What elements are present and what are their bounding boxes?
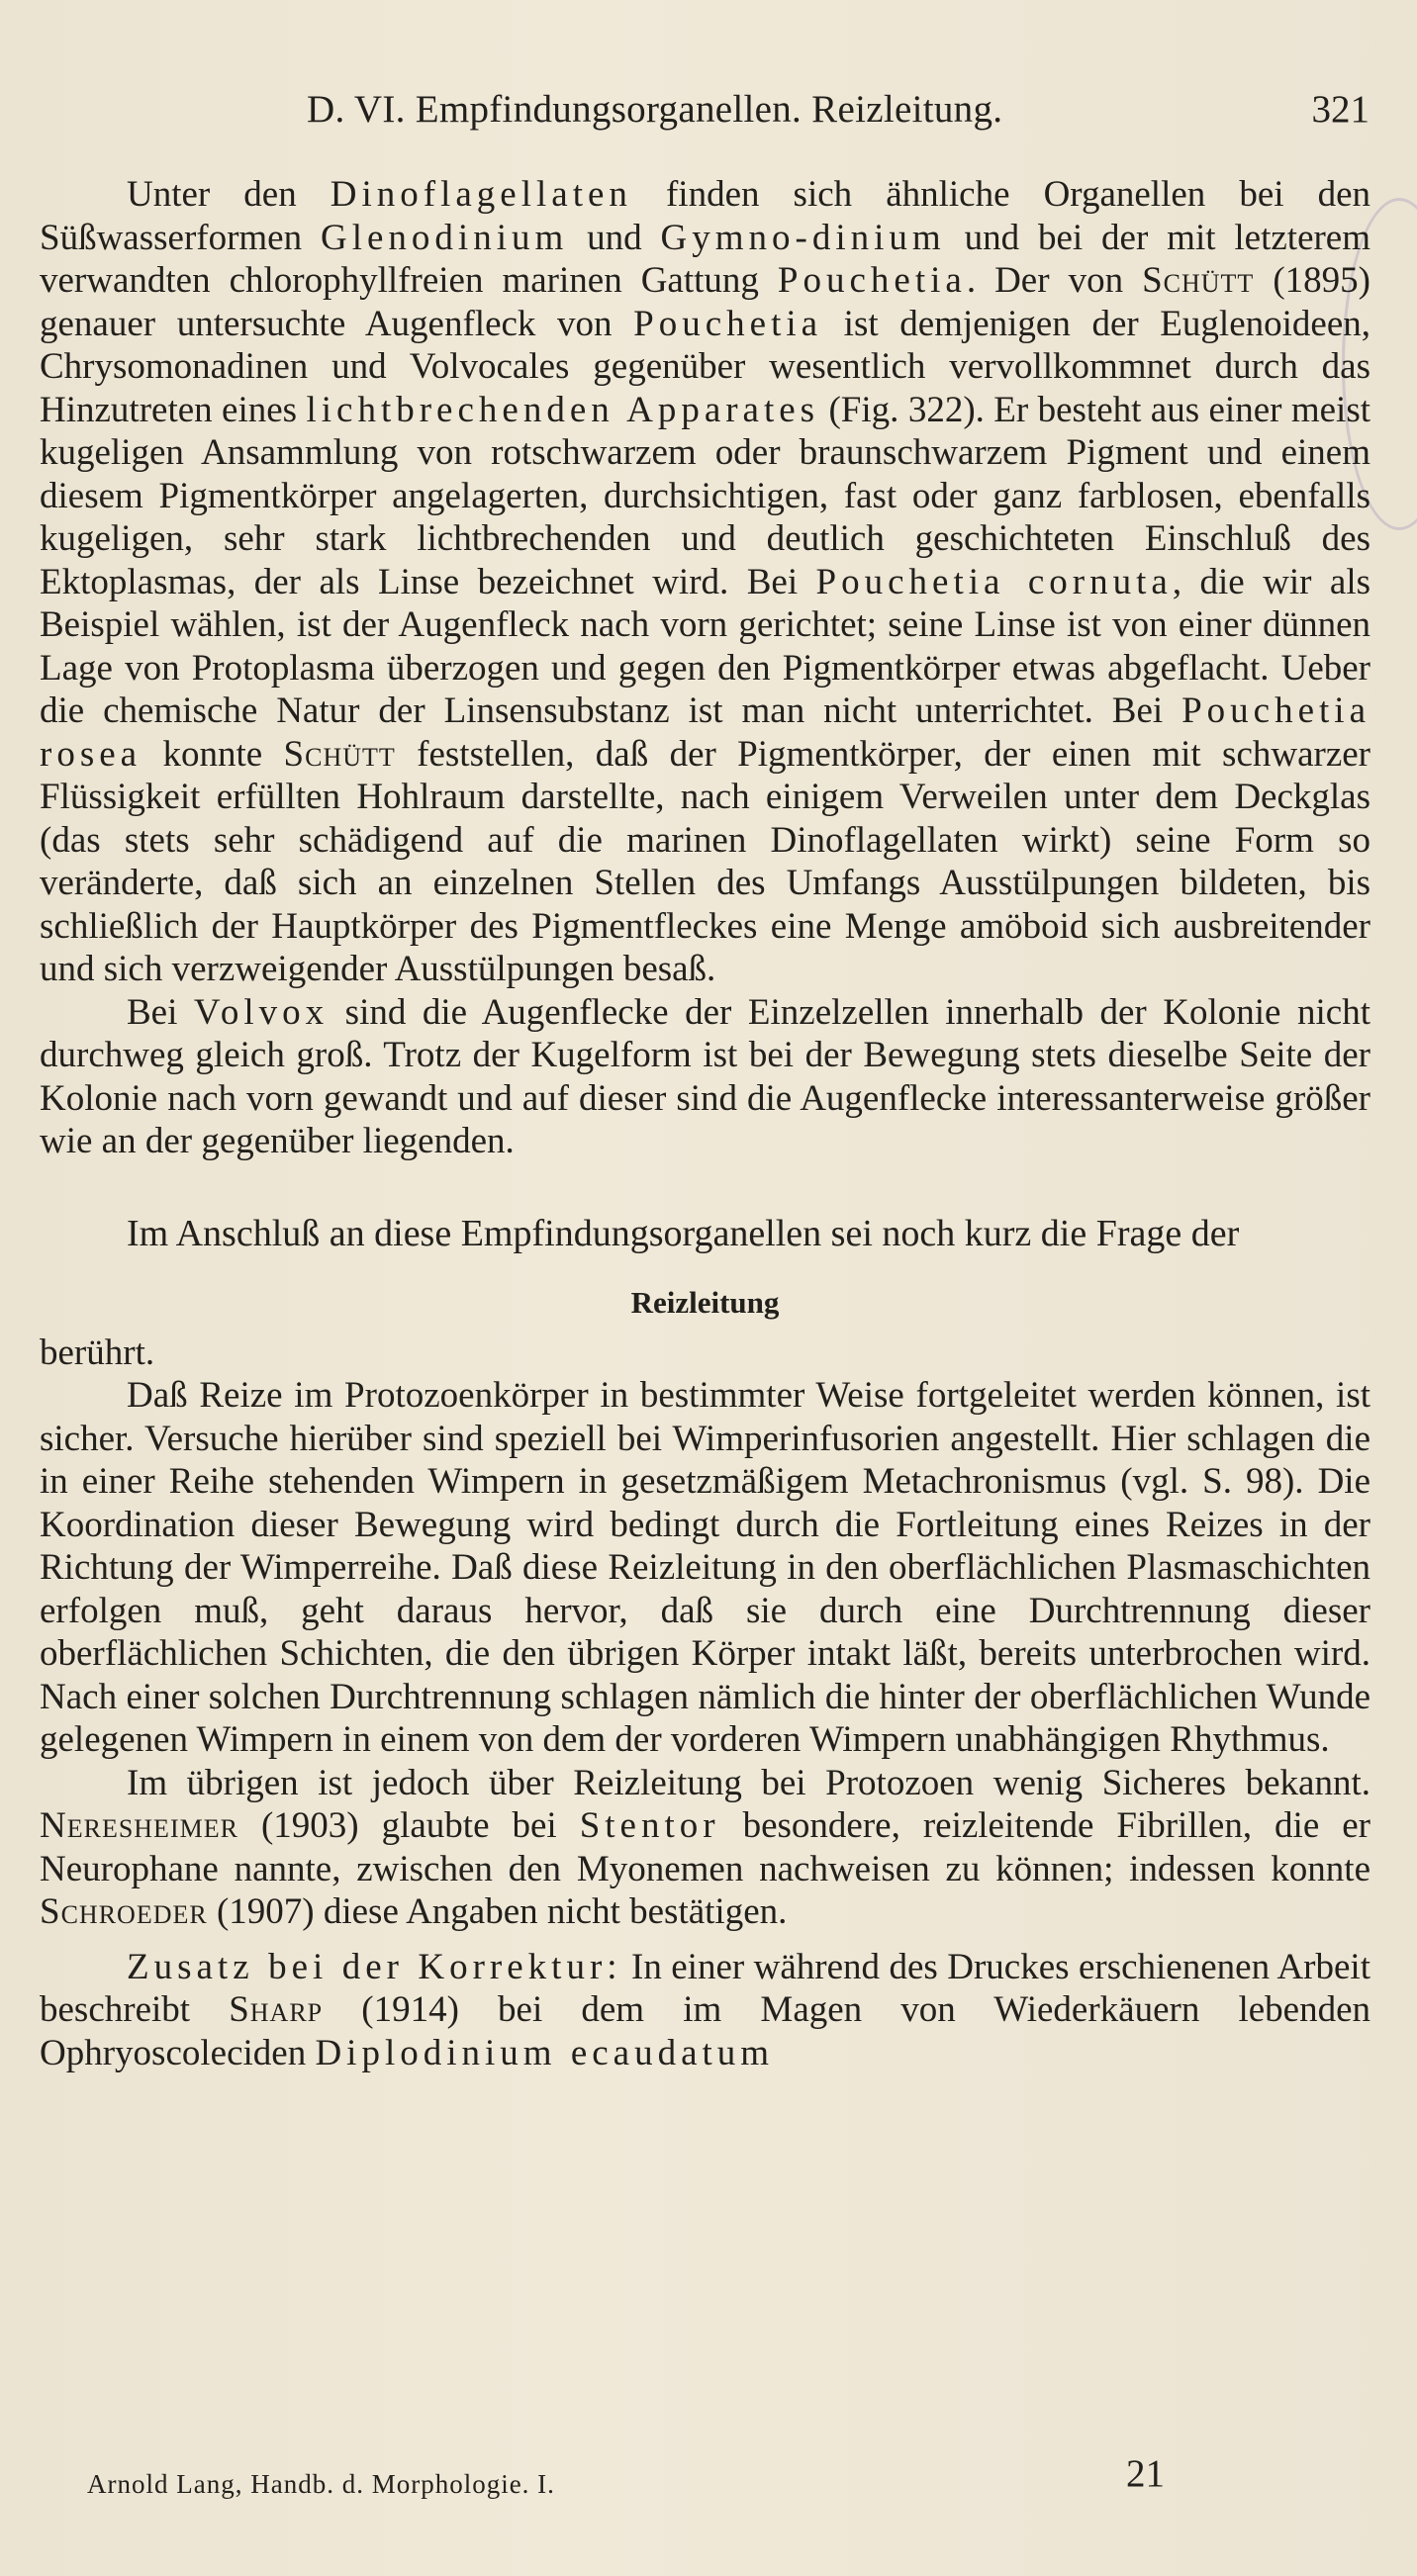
signature-mark: 21 xyxy=(1126,2452,1165,2495)
paragraph-dinoflagellates: Unter den Dinoflagellaten finden sich ähnliche Organellen bei den Süßwasserformen Glenodinium und Gymno-dinium und bei der mit letzterem verwandten chlorophyllfreien marinen Gattung Pouchetia. Der von Schütt (1895) genauer untersuchte Augenfleck von Pouchetia ist demjenigen der Euglenoideen, Chrysomonadinen und Volvocales gegenüber wesentlich vervollkommnet durch das Hinzutreten eines lichtbrechenden Apparates (Fig. 322). Er besteht aus einer meist kugeligen Ansammlung von rotschwarzem oder braunschwarzem Pigment und einem diesem Pigmentkörper angelagerten, durchsichtigen, fast oder ganz farblosen, ebenfalls kugeligen, sehr stark lichtbrechenden und deutlich geschichteten Einschluß des Ektoplasmas, der als Linse bezeichnet wird. Bei Pouchetia cornuta, die wir als Beispiel wählen, ist der Augenfleck nach vorn gerichtet; seine Linse ist von einer dünnen Lage von Protoplasma überzogen und gegen den Pigmentkörper etwas abgeflacht. Ueber die chemische Natur der Linsensubstanz ist man nicht unterrichtet. Bei Pouchetia rosea konnte Schütt feststellen, daß der Pigmentkörper, der einen mit schwarzer Flüssigkeit erfüllten Hohlraum darstellte, nach einigem Verweilen unter dem Deckglas (das stets sehr schädigend auf die marinen Dinoflagellaten wirkt) seine Form so veränderte, daß sich an einzelnen Stellen des Umfangs Ausstülpungen bildeten, bis schließlich der Hauptkörper des Pigmentfleckes eine Menge amöboid sich ausbreitender und sich verzweigender Ausstülpungen besaß. xyxy=(40,174,1371,989)
page-number: 321 xyxy=(1311,88,1370,131)
page-footer xyxy=(0,2451,1417,2511)
paragraph-neurophane: Im übrigen ist jedoch über Reizleitung bei Protozoen wenig Sicheres bekannt. Neresheimer (1903) glaubte bei Stentor besondere, reizleitende Fibrillen, die er Neurophane nannte, zwischen den Myonemen nachweisen zu können; indessen konnte Schroeder (1907) diese Angaben nicht bestätigen. xyxy=(40,1762,1371,1932)
paragraph-stimulus-conduction: Daß Reize im Protozoenkörper in bestimmter Weise fortgeleitet werden können, ist sicher. Versuche hierüber sind speziell bei Wimperinfusorien angestellt. Hier schlagen die in einer Reihe stehenden Wimpern in gesetzmäßigem Metachronismus (vgl. S. 98). Die Koordination dieser Bewegung wird bedingt durch die Fortleitung eines Reizes in der Richtung der Wimperreihe. Daß diese Reizleitung in den oberflächlichen Plasmaschichten erfolgen muß, geht daraus hervor, daß sie durch eine Durchtrennung dieser oberflächlichen Schichten, die den übrigen Körper intakt läßt, bereits unterbrochen wird. Nach einer solchen Durchtrennung schlagen nämlich die hinter der oberflächlichen Wunde gelegenen Wimpern in einem von dem der vorderen Wimpern unabhängigen Rhythmus. xyxy=(40,1375,1370,1760)
footer-credit: Arnold Lang, Handb. d. Morphologie. I. xyxy=(87,2469,555,2499)
page-body xyxy=(40,173,1370,2074)
paragraph-intro: Im Anschluß an diese Empfindungsorganellen sei noch kurz die Frage der xyxy=(127,1212,1240,1254)
paragraph-addendum: Zusatz bei der Korrektur: In einer während des Druckes erschienenen Arbeit beschreibt Sharp (1914) bei dem im Magen von Wiederkäuern lebenden Ophryoscoleciden Diplodinium ecaudatum xyxy=(40,1946,1371,2073)
paragraph-volvox: Bei Volvox sind die Augenflecke der Einzelzellen innerhalb der Kolonie nicht durchweg gleich groß. Trotz der Kugelform ist bei der Bewegung stets dieselbe Seite der Kolonie nach vorn gewandt und auf dieser sind die Augenflecke interessanterweise größer wie an der gegenüber liegenden. xyxy=(40,991,1370,1161)
running-title: D. VI. Empfindungsorganellen. Reizleitung. xyxy=(307,88,1003,131)
running-header xyxy=(0,87,1417,146)
section-heading: Reizleitung xyxy=(630,1284,780,1320)
paragraph-touched: berührt. xyxy=(40,1332,155,1373)
